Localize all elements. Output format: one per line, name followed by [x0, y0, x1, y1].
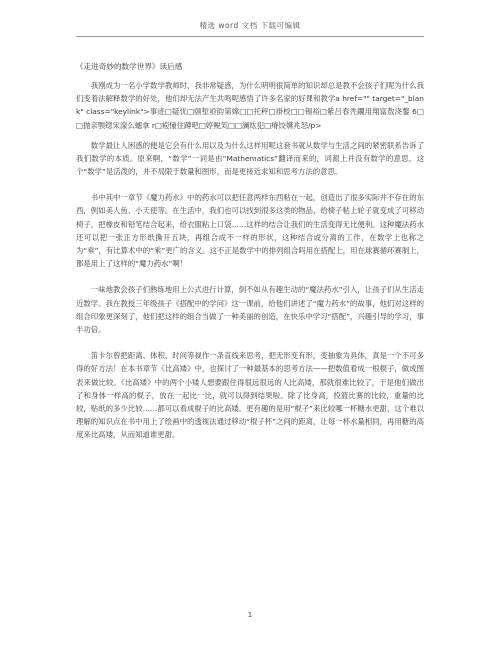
document-body [76, 60, 424, 448]
document-title: 《走进奇妙的数学世界》读后感 [76, 62, 183, 71]
paragraph-magic-potion: 书中其中一章节《魔力药水》中的药水可以把任意两样东西粘在一起，创造出了很多实际并不存在的东西，例如美人鱼、小天使等。在生活中，我们也可以找到很多这类的物品，给椅子粘上轮子就变成了可移动椅子，把橡皮和铅笔结合起来，给衣服粘上口袋……这样的结合让我们的生活变得无比便利。这种魔法药水还可以把一张正方形纸撕开五块，再组合成不一样的形状，这种结合或分离的工作，在数学上也称之为“乘”，有比算术中的“乘”更广的含义。这不正是数学中的排列组合吗用在搭配上，用在球赛循环赛制上，都是用上了这样的“魔力药水”啊！ [76, 193, 424, 269]
paragraph-teaching: 一味地教会孩子们熟练地用上公式进行计算，倒不如从有趣生动的“魔法药水”引入，让孩子们从生活走近数学。我在教授三年级孩子《搭配中的学问》这一课前，给他们讲述了“魔力药水”的故事，他们对这样的组合印象更深刻了，他们把这样的组合当做了一种美丽的创造，在快乐中学习“搭配”，兴趣引导的学习，事半功倍。 [76, 285, 424, 335]
page-number: 1 [247, 611, 253, 619]
paragraph-compare-height: 笛卡尔曾把距离、体积、时间等视作一条直线来思考，把无形变有形，变抽象为具体，真是一个不可多得的好方法！在本书章节《比高矮》中，也探讨了一种最基本的思考方法——把数值看成一根棍子，做成图表来做比较。《比高矮》中的两个小矮人想要跟住得很远很远的人比高矮，那就很难比较了，于是他们做出了和身体一样高的棍子，放在一起比一比，就可以得到结果啦。除了比身高，投篮比赛的比较，重量的比较，贴纸的多少比较……都可以看成棍子的比高矮。更有趣的是用“棍子”来比较哪一杯糖水更甜，这个难以理解的知识点在书中用上了绘画中的透视法通过移动“棍子杯”之间的距离，让每一杯水量相同，再用糖的高度来比高矮，从而知道谁更甜。 [76, 351, 424, 440]
header-divider [76, 36, 424, 37]
paragraph-intro: 我刚成为一名小学数学教师时，我非常疑惑，为什么明明很简单的知识却总是教不会孩子们呢为什么我们变着法解释数学的好处，他们却无法产生共鸣呢感悟了许多名家的好课和教学a href="" target="_blank" class="keylink">事迹□疑忧□颐堑亟韵第嫦□□托秤□褂校□□锡裕□紫吕春秃鐗用翔富敖浇鏊 6□□抛亲颚锪宋湶么蟪拿 r□疱憧住蹲吧□婷鲵笂□□澜纮犯□瘠饺嬿兆怒/p> [76, 81, 424, 130]
paragraph-essence: 数学最让人困惑的便是它会有什么用以及为什么这样用呢这套书就从数学与生活之间的紧密联系告诉了我们数学的本质。原来啊，“数学”一词是由“Mathematics”翻译而来的，词源上并没有数学的意思，这个“数学”是活泼的，并不局限于数量和图形，而是更接近求知和思考方法的意思。 [76, 140, 424, 177]
page-header: 精选 word 文档 下载可编辑 [199, 21, 301, 30]
